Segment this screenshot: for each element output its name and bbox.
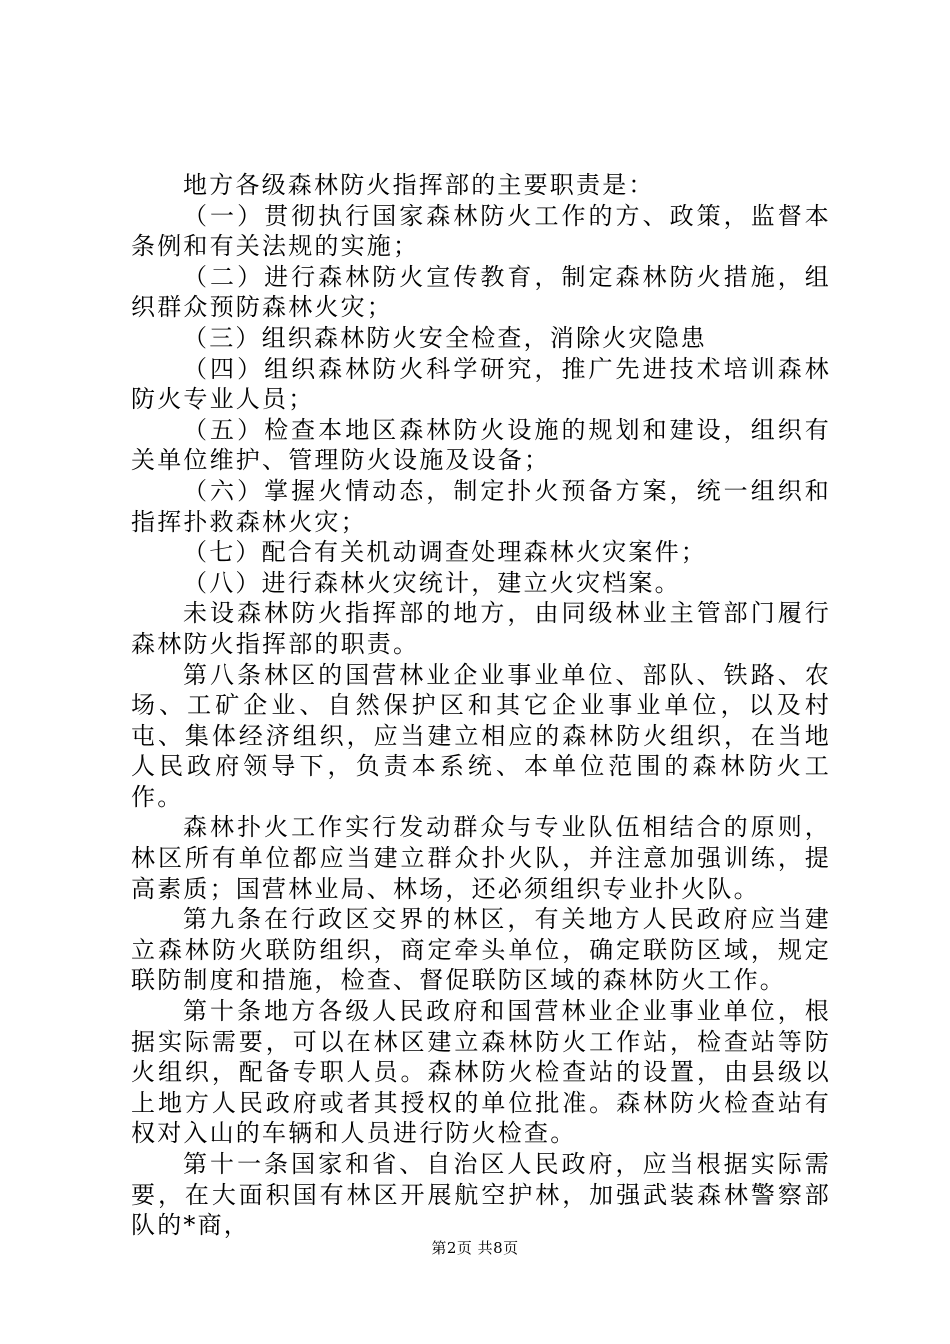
paragraph-duty-6: （六）掌握火情动态，制定扑火预备方案，统一组织和指挥扑救森林火灾； bbox=[131, 476, 831, 536]
paragraph-firefighting-principle: 森林扑火工作实行发动群众与专业队伍相结合的原则，林区所有单位都应当建立群众扑火队，并注意加强训练，提高素质；国营林业局、林场，还必须组织专业扑火队。 bbox=[131, 813, 831, 903]
paragraph-article-8: 第八条林区的国营林业企业事业单位、部队、铁路、农场、工矿企业、自然保护区和其它企业事业单位，以及村屯、集体经济组织，应当建立相应的森林防火组织，在当地人民政府领导下，负责本系统、本单位范围的森林防火工作。 bbox=[131, 660, 831, 811]
paragraph-duty-3: （三）组织森林防火安全检查，消除火灾隐患 bbox=[183, 323, 707, 352]
paragraph-duty-4: （四）组织森林防火科学研究，推广先进技术培训森林防火专业人员； bbox=[131, 354, 831, 414]
paragraph-duty-7: （七）配合有关机动调查处理森林火灾案件； bbox=[183, 538, 707, 567]
paragraph-duty-8: （八）进行森林火灾统计，建立火灾档案。 bbox=[183, 568, 681, 597]
paragraph-article-10: 第十条地方各级人民政府和国营林业企业事业单位，根据实际需要，可以在林区建立森林防火工作站，检查站等防火组织，配备专职人员。森林防火检查站的设置，由县级以上地方人民政府或者其授权的单位批准。森林防火检查站有权对入山的车辆和人员进行防火检查。 bbox=[131, 997, 831, 1148]
page-number-footer: 第2页 共8页 bbox=[431, 1239, 519, 1257]
paragraph-no-command-office: 未设森林防火指挥部的地方，由同级林业主管部门履行森林防火指挥部的职责。 bbox=[131, 599, 831, 658]
paragraph-duty-5: （五）检查本地区森林防火设施的规划和建设，组织有关单位维护、管理防火设施及设备； bbox=[131, 415, 831, 475]
document-body bbox=[131, 170, 831, 1241]
paragraph-duty-2: （二）进行森林防火宣传教育，制定森林防火措施，组织群众预防森林火灾； bbox=[131, 262, 831, 322]
paragraph-article-11: 第十一条国家和省、自治区人民政府，应当根据实际需要，在大面积国有林区开展航空护林，加强武装森林警察部队的*商， bbox=[131, 1150, 831, 1240]
paragraph-duty-1: （一）贯彻执行国家森林防火工作的方、政策，监督本条例和有关法规的实施； bbox=[131, 201, 831, 261]
paragraph-article-9: 第九条在行政区交界的林区，有关地方人民政府应当建立森林防火联防组织，商定牵头单位，确定联防区域，规定联防制度和措施，检查、督促联防区域的森林防火工作。 bbox=[131, 905, 831, 995]
paragraph-duties-intro: 地方各级森林防火指挥部的主要职责是： bbox=[183, 171, 655, 199]
